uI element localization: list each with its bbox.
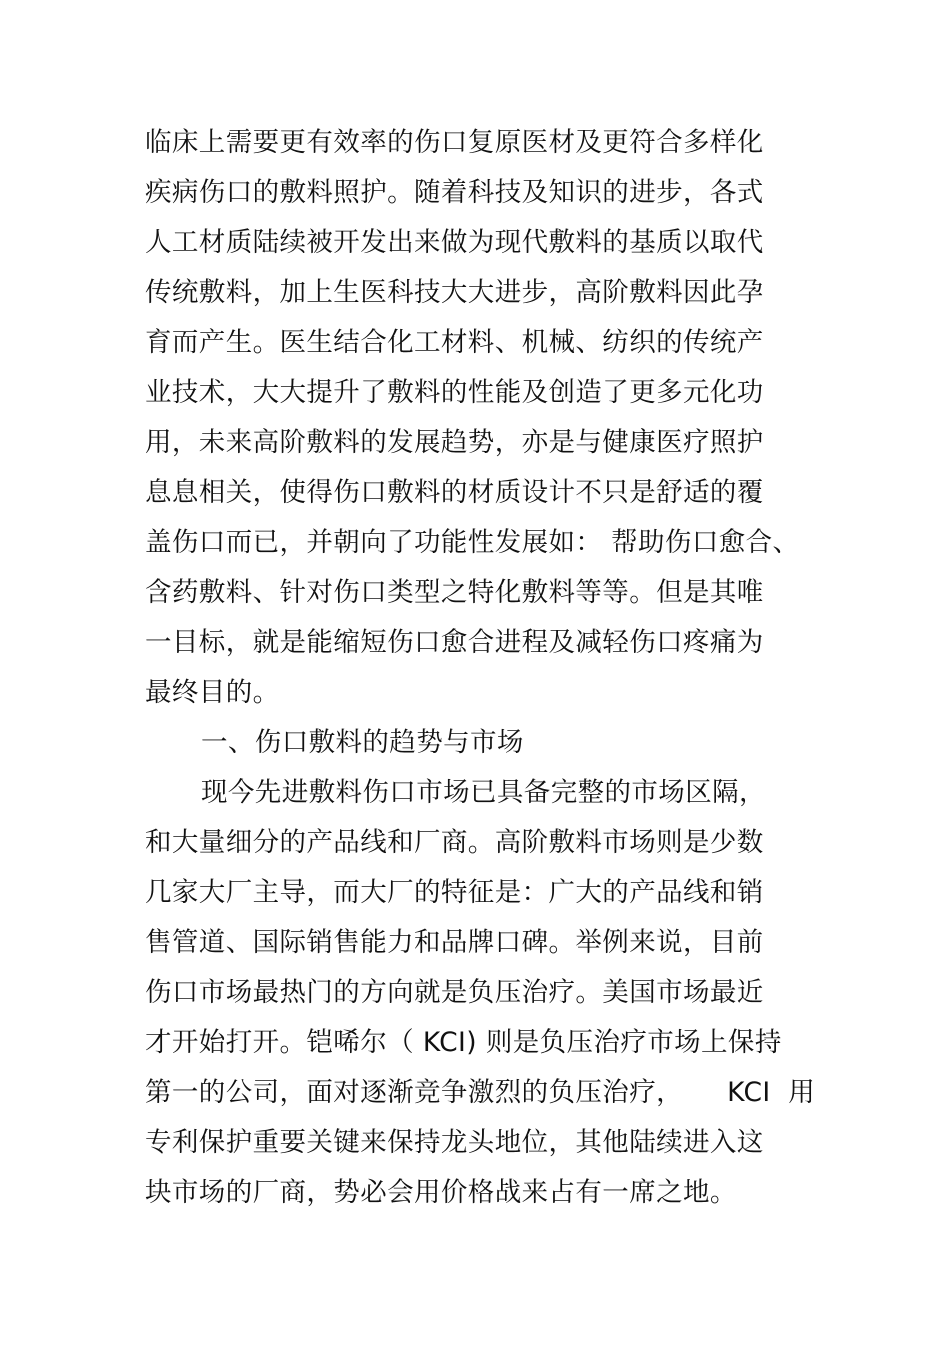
text-line: 人工材质陆续被开发出来做为现代敷料的基质以取代	[145, 227, 764, 258]
text-line: 传统敷料，加上生医科技大大进步，高阶敷料因此孕	[145, 277, 764, 308]
text-line: 业技术，大大提升了敷料的性能及创造了更多元化功	[145, 377, 764, 408]
text-line: 一目标，就是能缩短伤口愈合进程及减轻伤口疼痛为	[145, 627, 764, 658]
paragraph-start-line: 现今先进敷料伤口市场已具备完整的市场区隔，	[201, 777, 766, 808]
body-text	[145, 118, 845, 1218]
text-line: 几家大厂主导，而大厂的特征是：广大的产品线和销	[145, 877, 764, 908]
text-line: 息息相关，使得伤口敷料的材质设计不只是舒适的覆	[145, 477, 764, 508]
text-line: 块市场的厂商，势必会用价格战来占有一席之地。	[145, 1177, 737, 1208]
text-line: 盖伤口而已，并朝向了功能性发展如： 帮助伤口愈合、	[145, 527, 800, 558]
text-line: 和大量细分的产品线和厂商。高阶敷料市场则是少数	[145, 827, 764, 858]
text-line: 临床上需要更有效率的伤口复原医材及更符合多样化	[145, 127, 764, 158]
text-line: 最终目的。	[145, 677, 280, 708]
text-line: 第一的公司，面对逐渐竞争激烈的负压治疗， KCI 用	[145, 1077, 816, 1108]
text-line: 才开始打开。铠唏尔（ KCI) 则是负压治疗市场上保持	[145, 1027, 782, 1058]
text-line: 疾病伤口的敷料照护。随着科技及知识的进步，各式	[145, 177, 764, 208]
section-heading: 一、伤口敷料的趋势与市场	[201, 727, 524, 758]
text-line: 售管道、国际销售能力和品牌口碑。举例来说，目前	[145, 927, 764, 958]
text-line: 伤口市场最热门的方向就是负压治疗。美国市场最近	[145, 977, 764, 1008]
text-line: 育而产生。医生结合化工材料、机械、纺织的传统产	[145, 327, 764, 358]
text-line: 含药敷料、针对伤口类型之特化敷料等等。但是其唯	[145, 577, 764, 608]
text-line: 专利保护重要关键来保持龙头地位，其他陆续进入这	[145, 1127, 764, 1158]
text-line: 用，未来高阶敷料的发展趋势，亦是与健康医疗照护	[145, 427, 764, 458]
